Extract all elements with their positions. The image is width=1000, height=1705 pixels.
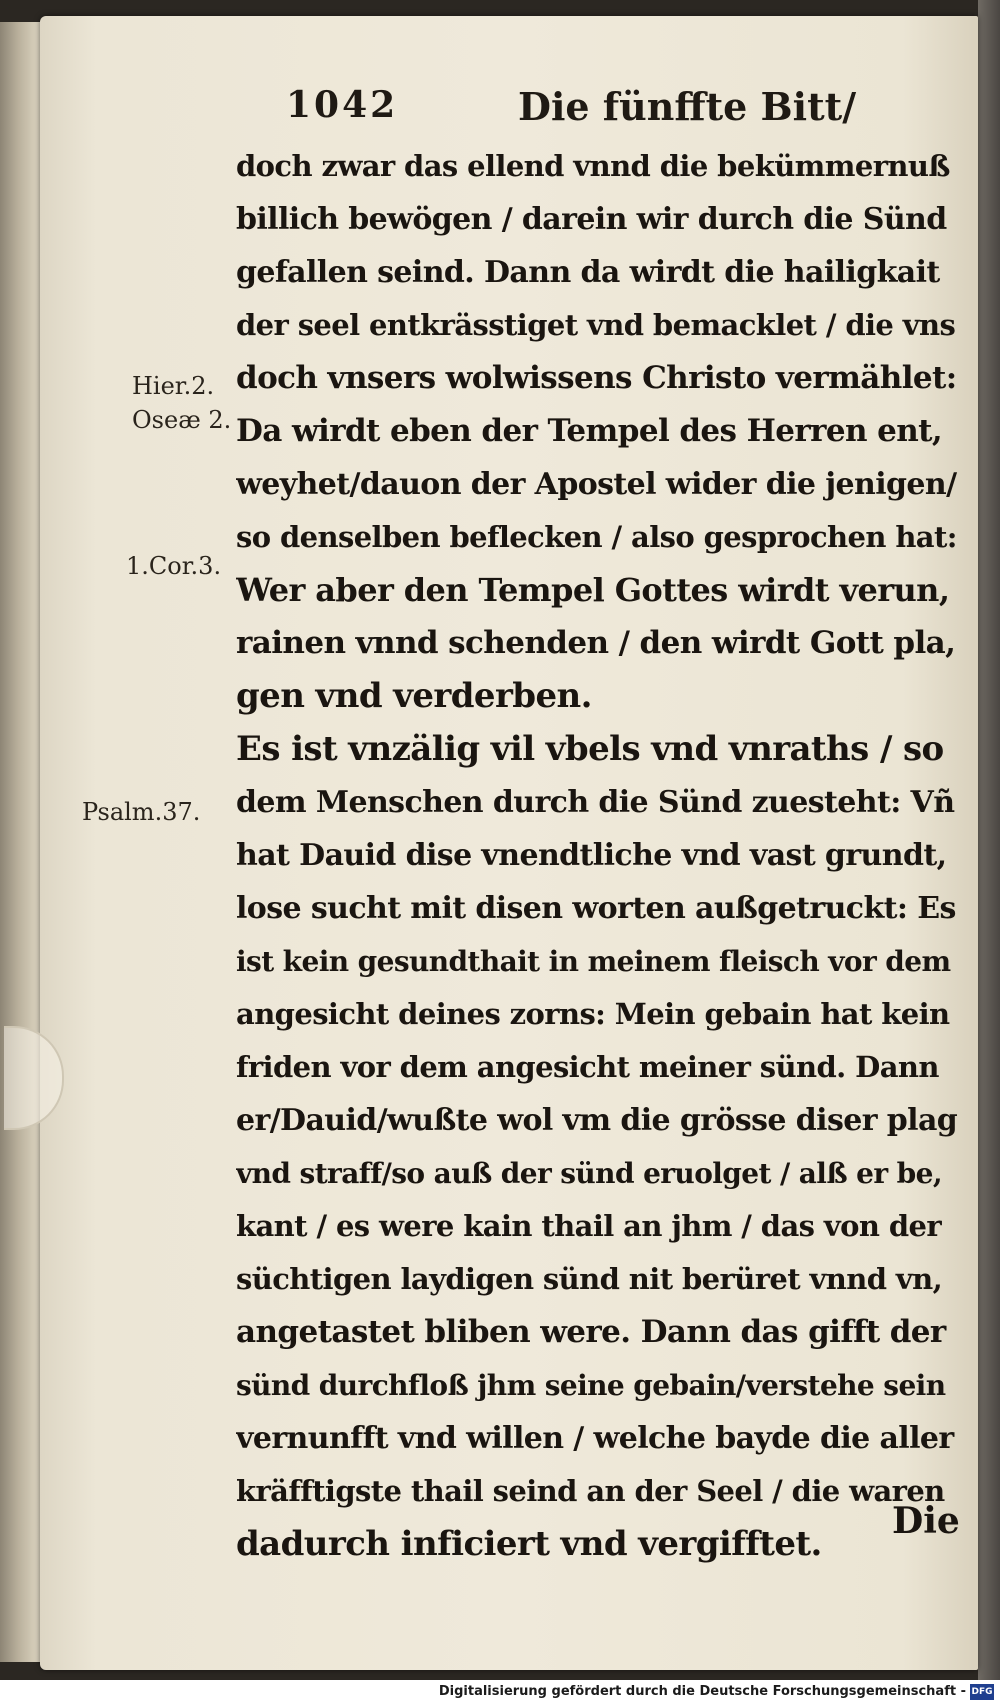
margin-note-hier: Hier.2. (132, 372, 215, 400)
body-text (236, 140, 960, 1571)
margin-note-osee: Oseæ 2. (132, 406, 232, 434)
text-line: vernunfft vnd willen / welche bayde die aller (236, 1421, 954, 1456)
digitization-credit: Digitalisierung gefördert durch die Deutsche Forschungsgemeinschaft - (438, 1684, 966, 1699)
text-line: ist kein gesundthait in meinem fleisch vor dem (236, 945, 951, 978)
text-line: angesicht deines zorns: Mein gebain hat kein (236, 997, 950, 1031)
text-line: rainen vnnd schenden / den wirdt Gott pla, (236, 625, 956, 661)
dfg-logo-icon: DFG (970, 1684, 994, 1700)
text-line: doch vnsers wolwissens Christo vermählet: (236, 360, 957, 396)
text-line: der seel entkrässtiget vnd bemacklet / die vns (236, 308, 956, 342)
book-cover-edge (978, 0, 1000, 1680)
text-line: friden vor dem angesicht meiner sünd. Dann (236, 1050, 939, 1084)
text-line: süchtigen laydigen sünd nit berüret vnnd vn, (236, 1262, 943, 1296)
text-line: Es ist vnzälig vil vbels vnd vnraths / so (236, 729, 944, 769)
text-line: billich bewögen / darein wir durch die Sünd (236, 202, 947, 237)
text-line: so denselben beflecken / also gesprochen hat: (236, 520, 957, 554)
text-line: Da wirdt eben der Tempel des Herren ent, (236, 413, 943, 449)
text-line: vnd straff/so auß der sünd eruolget / alß er be, (236, 1157, 943, 1190)
catchword: Die (892, 1500, 960, 1542)
page-number: 1042 (286, 84, 399, 126)
text-line: lose sucht mit disen worten außgetruckt: Es (236, 891, 956, 926)
margin-note-psalm: Psalm.37. (82, 798, 201, 826)
text-line: Wer aber den Tempel Gottes wirdt verun, (236, 571, 950, 609)
text-line: sünd durchfloß jhm seine gebain/verstehe sein (236, 1369, 946, 1402)
text-line: angetastet bliben were. Dann das gifft der (236, 1314, 946, 1350)
text-line: er/Dauid/wußte wol vm die grösse diser plag (236, 1103, 958, 1138)
text-line: kant / es were kain thail an jhm / das von der (236, 1209, 942, 1243)
text-line: doch zwar das ellend vnnd die bekümmernuß (236, 149, 950, 183)
running-head: Die fünffte Bitt/ (518, 84, 857, 129)
text-line: gen vnd verderben. (236, 676, 592, 716)
margin-note-cor: 1.Cor.3. (126, 552, 222, 580)
text-line: kräfftigste thail seind an der Seel / die waren (236, 1474, 945, 1508)
text-line: hat Dauid dise vnendtliche vnd vast grundt, (236, 838, 947, 873)
text-line: dem Menschen durch die Sünd zuesteht: Vñ (236, 785, 955, 820)
text-line: dadurch inficiert vnd vergifftet. (236, 1524, 822, 1564)
text-line: weyhet/dauon der Apostel wider die jenigen/ (236, 467, 957, 502)
text-line: gefallen seind. Dann da wirdt die hailigkait (236, 255, 940, 290)
